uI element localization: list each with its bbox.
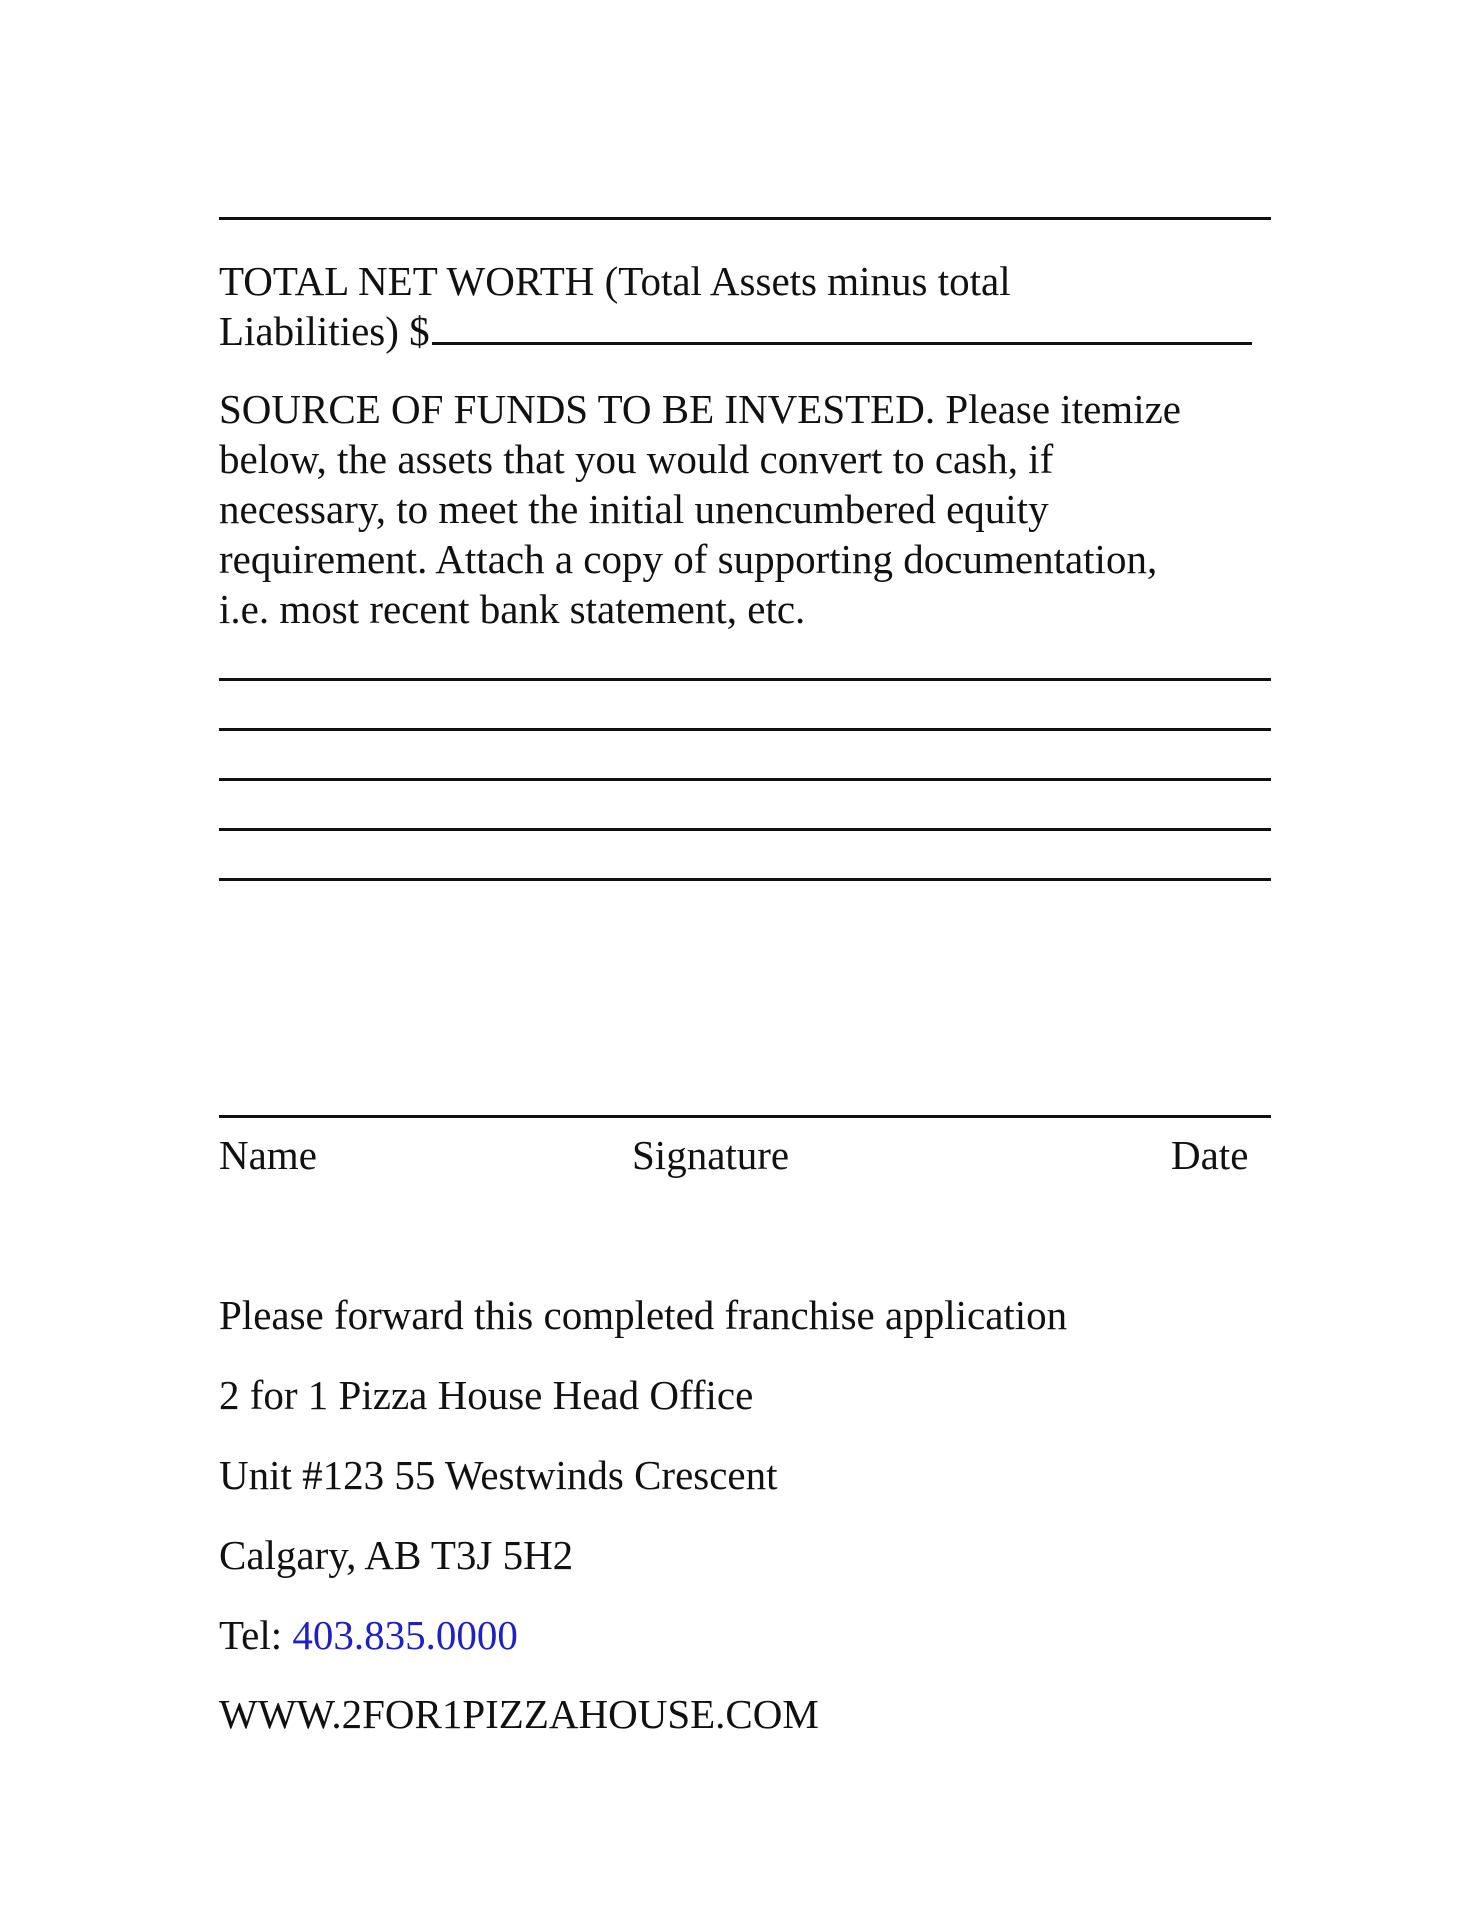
net-worth-label-line2: Liabilities) $ bbox=[219, 308, 430, 354]
signature-line[interactable] bbox=[219, 1115, 1271, 1118]
net-worth-label-line1: TOTAL NET WORTH (Total Assets minus total bbox=[219, 258, 1011, 304]
address-line: Unit #123 55 Westwinds Crescent bbox=[219, 1452, 778, 1498]
itemize-line-2[interactable] bbox=[219, 728, 1271, 731]
city-line: Calgary, AB T3J 5H2 bbox=[219, 1532, 574, 1578]
net-worth-line2 bbox=[219, 306, 1252, 356]
source-of-funds-line5: i.e. most recent bank statement, etc. bbox=[219, 586, 806, 632]
top-blank-line[interactable] bbox=[219, 217, 1271, 220]
itemize-line-1[interactable] bbox=[219, 678, 1271, 681]
website-text: WWW.2FOR1PIZZAHOUSE.COM bbox=[219, 1691, 819, 1737]
itemize-line-5[interactable] bbox=[219, 878, 1271, 881]
office-name: 2 for 1 Pizza House Head Office bbox=[219, 1372, 754, 1418]
net-worth-amount-field[interactable] bbox=[432, 342, 1252, 345]
name-label: Name bbox=[219, 1132, 317, 1178]
forward-instruction: Please forward this completed franchise application bbox=[219, 1292, 1068, 1338]
telephone-line bbox=[219, 1610, 518, 1660]
tel-number-link[interactable]: 403.835.0000 bbox=[292, 1612, 518, 1658]
source-of-funds-line2: below, the assets that you would convert to cash, if bbox=[219, 436, 1054, 482]
tel-label: Tel: bbox=[219, 1612, 293, 1658]
source-of-funds-line4: requirement. Attach a copy of supporting documentation, bbox=[219, 536, 1158, 582]
itemize-line-4[interactable] bbox=[219, 828, 1271, 831]
date-label: Date bbox=[1171, 1132, 1249, 1178]
source-of-funds-line1: SOURCE OF FUNDS TO BE INVESTED. Please itemize bbox=[219, 386, 1181, 432]
itemize-line-3[interactable] bbox=[219, 778, 1271, 781]
signature-label: Signature bbox=[632, 1132, 790, 1178]
source-of-funds-line3: necessary, to meet the initial unencumbered equity bbox=[219, 486, 1049, 532]
